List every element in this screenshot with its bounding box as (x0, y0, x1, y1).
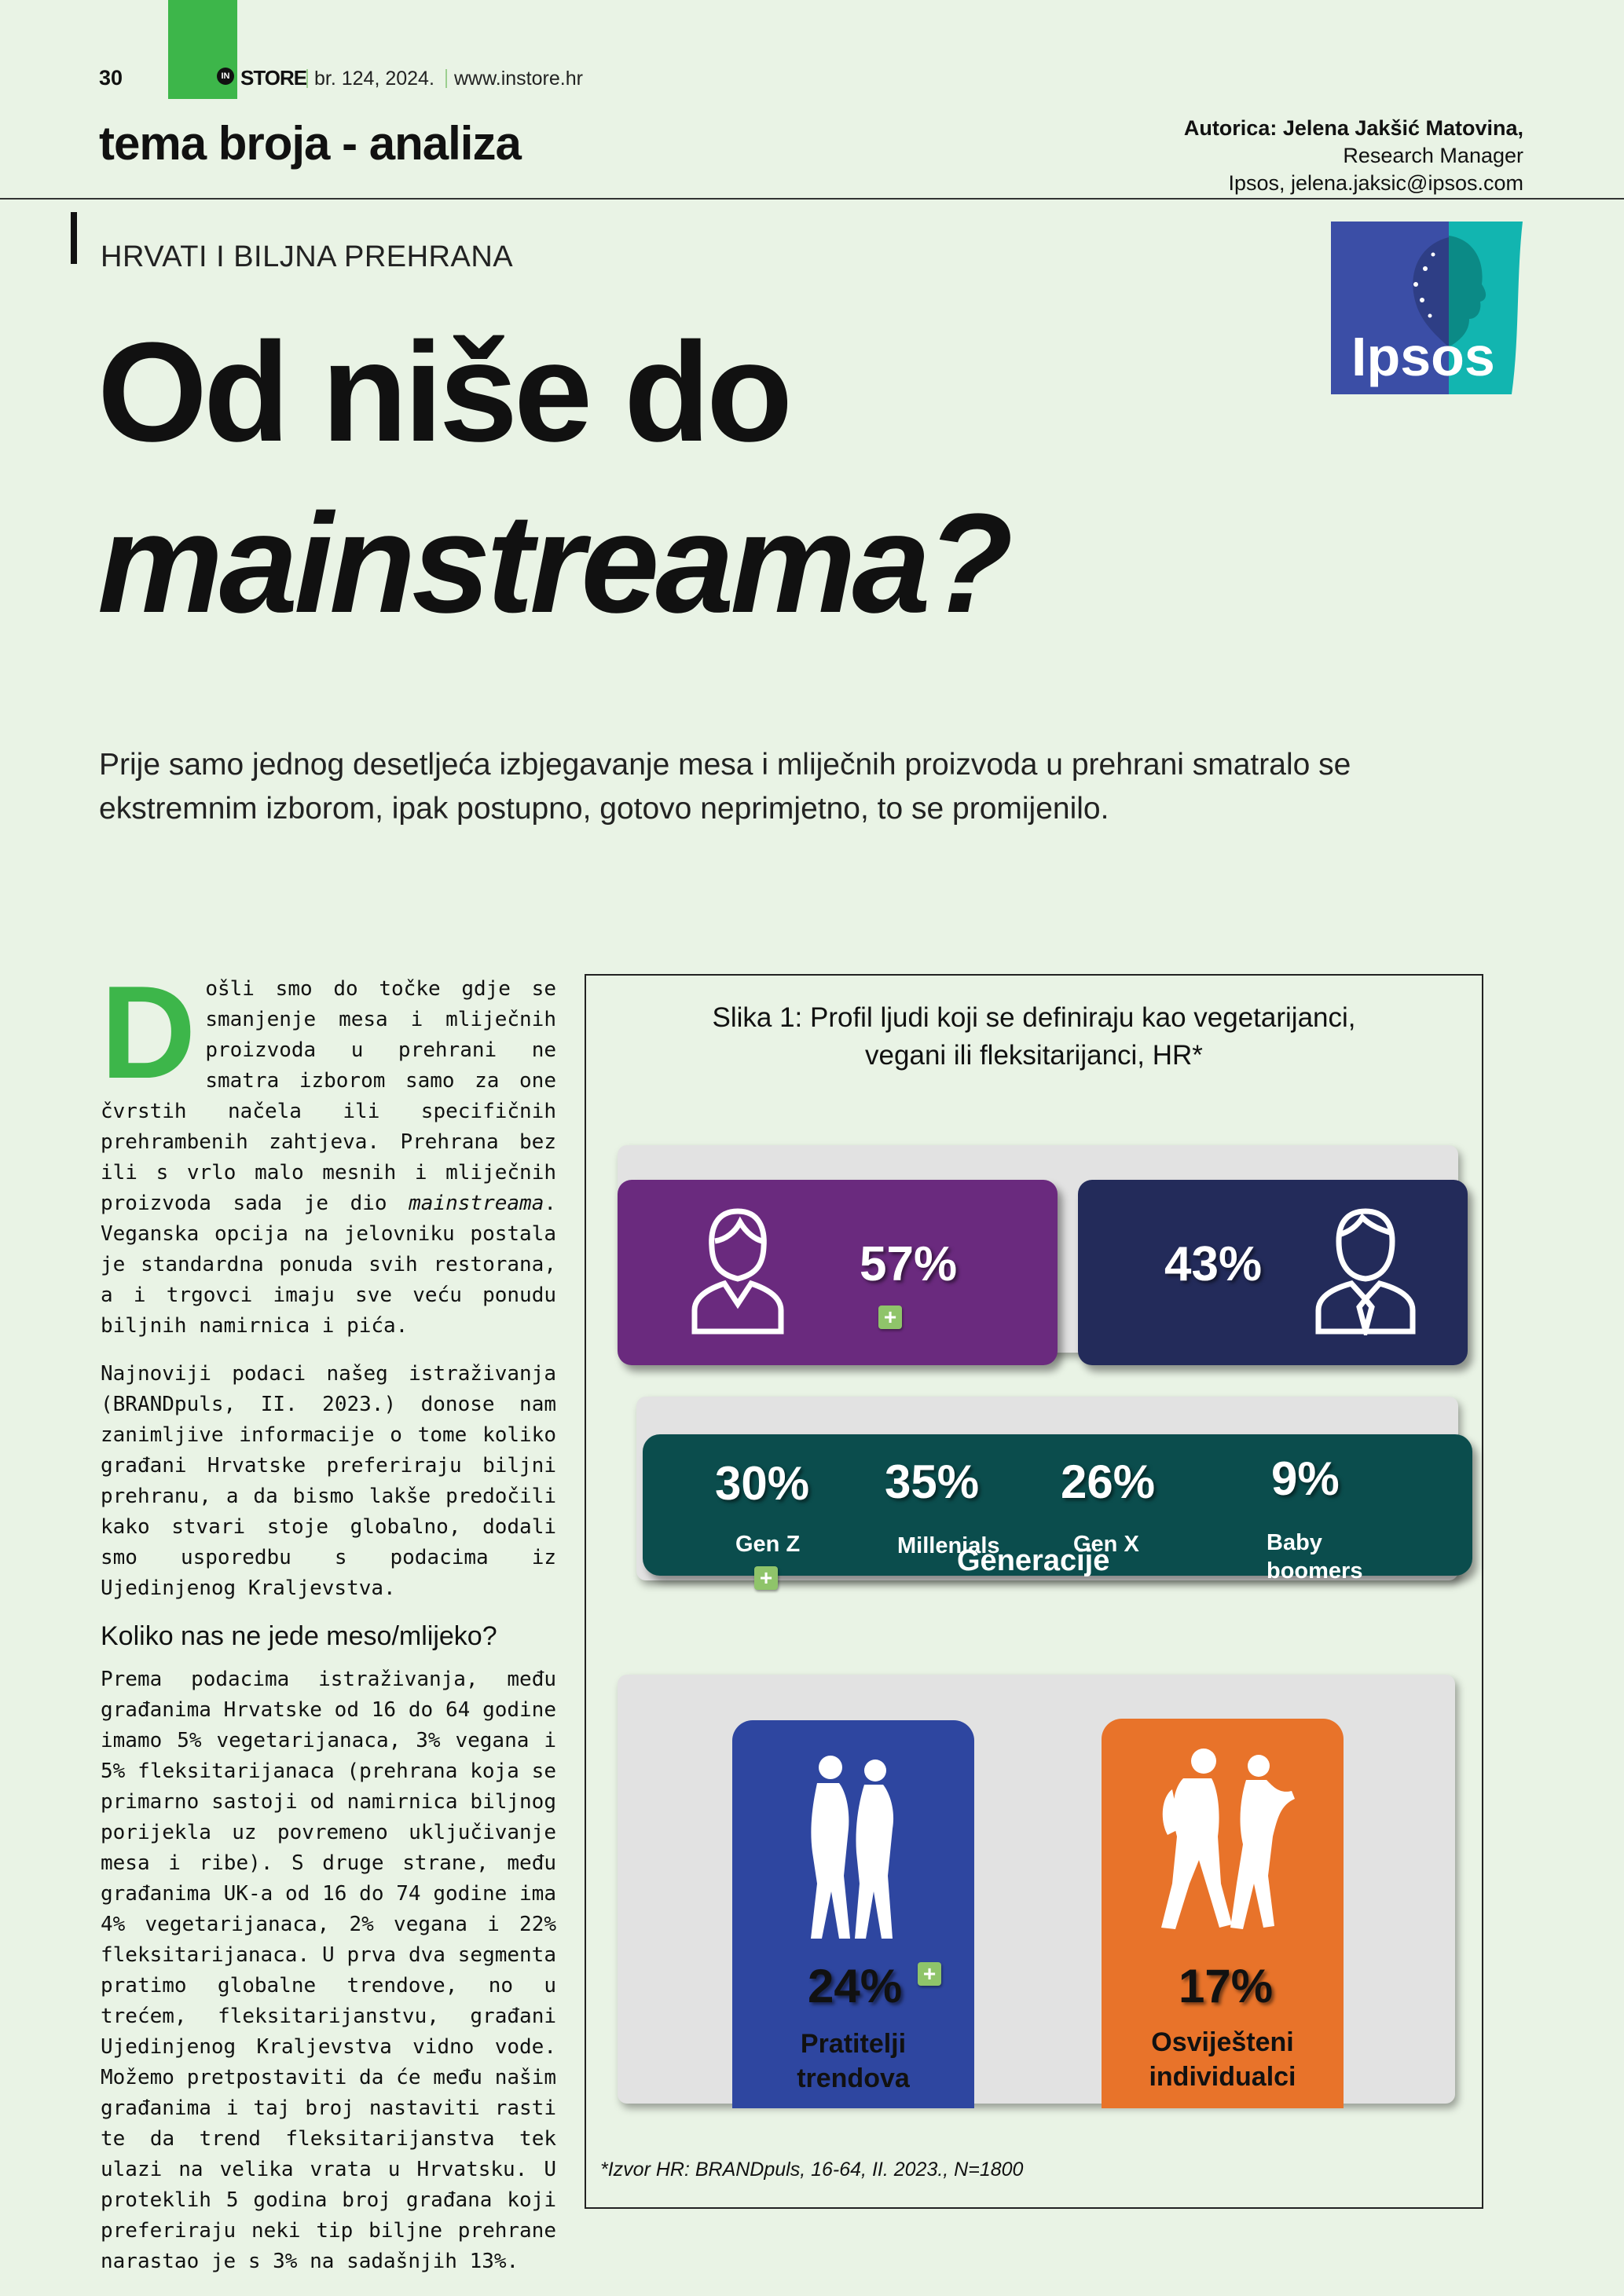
article-title-line2: mainstreama? (97, 485, 1010, 643)
article-kicker: HRVATI I BILJNA PREHRANA (101, 240, 514, 273)
issue-number: br. 124, 2024. (314, 68, 434, 90)
trend-followers-tile (732, 1720, 974, 2108)
header-divider (0, 198, 1624, 200)
hikers-icon (1149, 1742, 1306, 1939)
body-emphasis: mainstreama (409, 1192, 544, 1215)
trend-followers-label-line2: trendova (797, 2063, 910, 2093)
figure-title-line1: Slika 1: Profil ljudi koji se definiraju kao vegetarijanci, (712, 1002, 1356, 1033)
trend-followers-label (732, 2027, 974, 2096)
millenials-percent: 35% (885, 1456, 980, 1508)
body-text: . Veganska opcija na jelovniku postala je standardna ponuda svih restorana, a i trgovci imaju sve veću ponudu biljnih namirnica i pića. (101, 1192, 556, 1338)
article-body (101, 958, 556, 2294)
body-text: ošli smo do točke gdje se smanjenje mesa i mliječnih proizvoda u prehrani ne smatra izborom samo za one čvrstih načela ili specifičnih prehrambenih zahtjeva. Prehrana bez ili s vrlo malo mesnih i mliječnih proizvoda sada je dio (101, 977, 556, 1215)
plus-badge-female: + (878, 1305, 902, 1329)
female-percent: 57% (860, 1237, 958, 1291)
conscious-individuals-label (1102, 2025, 1344, 2094)
figure-source: *Izvor HR: BRANDpuls, 16-64, II. 2023., N=1800 (600, 2159, 1024, 2181)
section-title: tema broja - analiza (99, 117, 521, 170)
instore-brand: STORE (240, 66, 307, 90)
genx-percent: 26% (1061, 1456, 1156, 1508)
boomers-percent: 9% (1271, 1452, 1340, 1505)
conscious-individuals-label-line2: individualci (1149, 2062, 1296, 2092)
male-person-icon (1311, 1202, 1421, 1335)
body-paragraph: Najnoviji podaci našeg istraživanja (BRANDpuls, II. 2023.) donose nam zanimljive informacije o tome koliko građani Hrvatske preferiraju biljni prehranu, a da bismo lakše predočili kako stvari stoje globalno, dodali smo usporedbu s podacima iz Ujedinjenog Kraljevstva. (101, 1362, 556, 1600)
millenials-label: Millenials (897, 1533, 1000, 1558)
generations-heading: Generacije (957, 1544, 1110, 1577)
ipsos-logo (1331, 222, 1523, 394)
trend-followers-percent: 24% (808, 1960, 903, 2012)
figure-title (586, 999, 1482, 1075)
plus-badge-trend-followers: + (918, 1962, 941, 1986)
body-paragraph (101, 958, 556, 1342)
boomers-label-line2: boomers (1267, 1558, 1363, 1584)
boomers-label: Baby (1267, 1530, 1322, 1555)
genz-percent: 30% (715, 1457, 810, 1510)
male-tile (1078, 1180, 1468, 1365)
plus-badge-genz: + (754, 1566, 778, 1590)
dropcap: D (101, 958, 196, 1106)
article-lead: Prije samo jednog desetljeća izbjegavanje mesa i mliječnih proizvoda u prehrani smatralo se ekstremnim izborom, ipak postupno, gotovo neprimjetno, to se promijenilo. (99, 748, 1351, 826)
genz-label: Gen Z (735, 1532, 801, 1557)
header-separator (306, 69, 308, 88)
instore-logo-mark: IN (217, 68, 234, 85)
generations-tile (643, 1434, 1472, 1590)
website-link[interactable]: www.instore.hr (454, 68, 583, 90)
female-tile (618, 1180, 1058, 1365)
header-separator (445, 69, 447, 88)
author-role: Research Manager (1343, 144, 1523, 167)
figure-box (585, 974, 1483, 2209)
author-name: Autorica: Jelena Jakšić Matovina, (1183, 116, 1523, 140)
author-block (1184, 115, 1523, 197)
male-percent: 43% (1164, 1237, 1263, 1291)
figure-title-line2: vegani ili fleksitarijanci, HR* (865, 1040, 1203, 1071)
conscious-individuals-tile (1102, 1719, 1344, 2108)
genx-label: Gen X (1073, 1532, 1139, 1557)
trend-followers-label-line1: Pratitelji (800, 2029, 907, 2059)
kicker-bar (71, 212, 77, 264)
body-paragraph: Prema podacima istraživanja, među građanima Hrvatske od 16 do 64 godine imamo 5% vegetarijanaca, 3% vegana i 5% fleksitarijanaca (prehrana koja se primarno sastoji od namirnica biljnog porijekla uz povremeno uključivanje mesa i ribe). S druge strane, među građanima UK-a od 16 do 74 godine ima 4% vegetarijanaca, 2% vegana i 22% fleksitarijanaca. U prva dva segmenta pratimo globalne trendove, no u trećem, fleksitarijanstvu, građani Ujedinjenog Kraljevstva vidno vode. Možemo pretpostaviti da će među našim građanima i taj broj nastaviti rasti te da trend fleksitarijanstva tek ulazi na velika vrata u Hrvatsku. U proteklih 5 godina broj građana koji preferiraju neki tip biljne prehrane narastao je s 3% na sadašnjih 13%. (101, 1668, 556, 2273)
conscious-individuals-label-line1: Osviješteni (1151, 2027, 1294, 2057)
walking-couple-icon (795, 1750, 913, 1946)
conscious-individuals-percent: 17% (1179, 1960, 1274, 2012)
body-subheading: Koliko nas ne jede meso/mlijeko? (101, 1621, 497, 1651)
article-title-line1: Od niše do (97, 313, 790, 471)
female-person-icon (687, 1202, 789, 1335)
author-contact[interactable]: Ipsos, jelena.jaksic@ipsos.com (1228, 171, 1523, 195)
page-number: 30 (99, 66, 123, 90)
ipsos-logo-text: Ipsos (1351, 326, 1495, 387)
